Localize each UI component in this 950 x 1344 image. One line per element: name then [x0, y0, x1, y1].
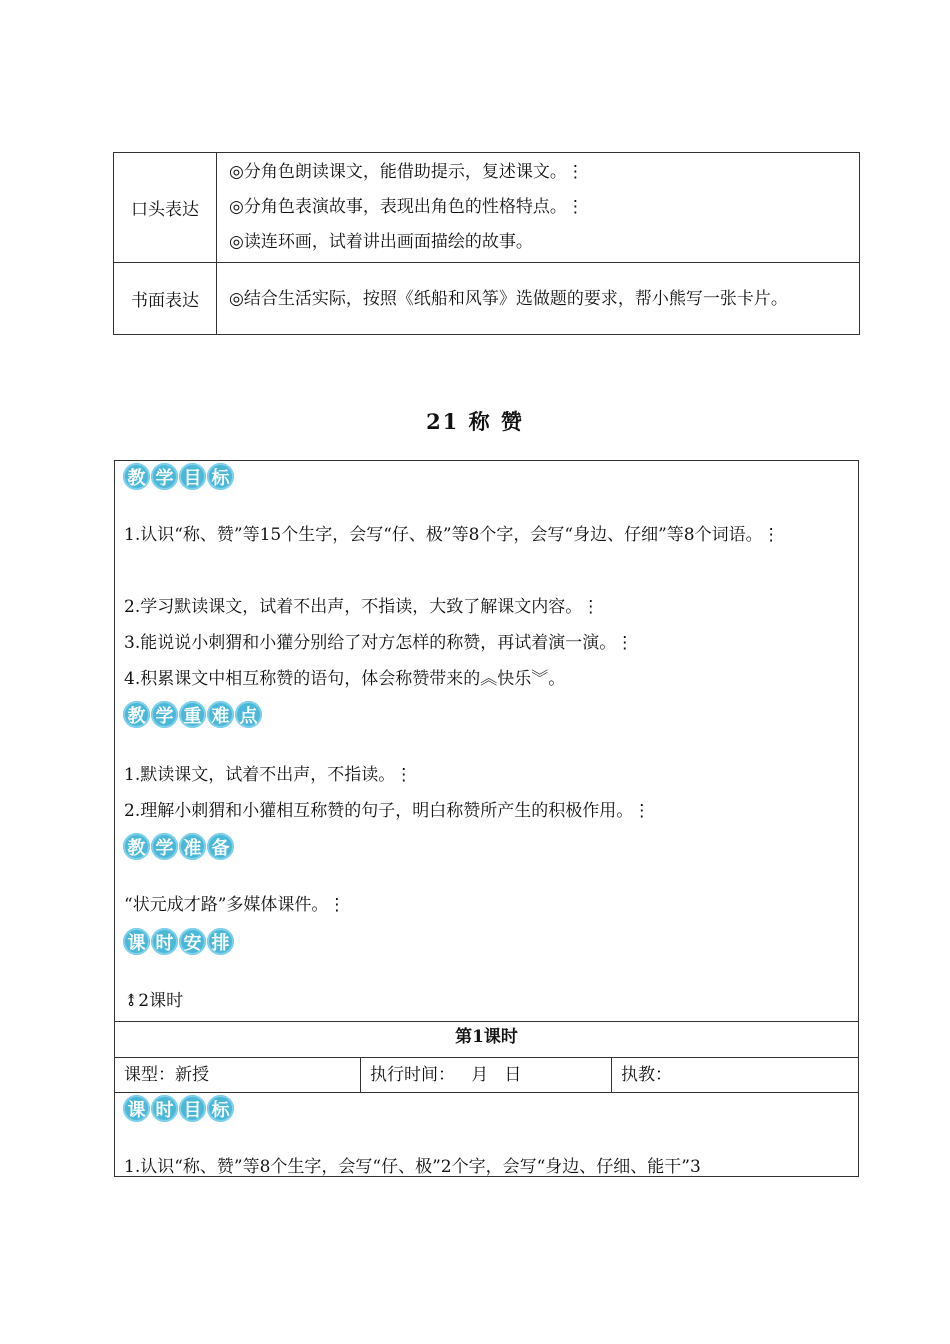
heading-char: 标	[207, 463, 234, 490]
teaching-goals-heading	[123, 463, 234, 493]
heading-char: 学	[151, 463, 178, 490]
heading-char: 备	[207, 833, 234, 860]
table-row	[114, 263, 860, 335]
prep-text: “状元成才路”多媒体课件。⋮	[124, 895, 346, 915]
goal-item-1: 1.认识“称、赞”等15个生字，会写“仔、极”等8个字，会写“身边、仔细”等8个词语。⋮	[124, 525, 780, 545]
heading-char: 点	[235, 701, 262, 728]
period-info-row	[115, 1057, 858, 1093]
teaching-prep-heading	[123, 833, 234, 863]
execution-time: 执行时间： 月 日	[360, 1058, 611, 1092]
oral-line-2: ◎分角色表演故事，表现出角色的性格特点。⋮	[229, 197, 584, 217]
key-point-1: 1.默读课文，试着不出声，不指读。⋮	[124, 765, 413, 785]
key-point-2: 2.理解小刺猬和小獾相互称赞的句子，明白称赞所产生的积极作用。⋮	[124, 801, 651, 821]
lesson-title: 21 称 赞	[426, 409, 524, 434]
heading-char: 学	[151, 833, 178, 860]
schedule-heading	[123, 928, 234, 958]
heading-char: 标	[207, 1095, 234, 1122]
heading-char: 安	[179, 928, 206, 955]
key-points-heading	[123, 701, 262, 731]
heading-char: 准	[179, 833, 206, 860]
goal-item-3: 3.能说说小刺猬和小獾分别给了对方怎样的称赞，再试着演一演。⋮	[124, 633, 634, 653]
heading-char: 时	[151, 1095, 178, 1122]
written-expression-content	[217, 263, 860, 335]
heading-char: 教	[123, 833, 150, 860]
oral-line-3: ◎读连环画，试着讲出画面描绘的故事。	[229, 232, 533, 252]
heading-char: 时	[151, 928, 178, 955]
hand-pointer-icon: ⥉	[124, 991, 139, 1011]
period-goals-heading	[123, 1095, 234, 1125]
heading-char: 排	[207, 928, 234, 955]
schedule-line	[124, 983, 850, 1019]
heading-char: 课	[123, 928, 150, 955]
heading-char: 目	[179, 463, 206, 490]
heading-char: 重	[179, 701, 206, 728]
heading-char: 教	[123, 463, 150, 490]
goal-item-2: 2.学习默读课文，试着不出声，不指读，大致了解课文内容。⋮	[124, 597, 600, 617]
lesson-plan-box	[114, 460, 859, 1177]
lesson-type: 课型：新授	[124, 1065, 209, 1085]
heading-char: 教	[123, 701, 150, 728]
teacher: 执教：	[611, 1058, 858, 1092]
heading-char: 目	[179, 1095, 206, 1122]
expression-table	[113, 152, 860, 335]
schedule-text: 2课时	[138, 991, 184, 1011]
heading-char: 学	[151, 701, 178, 728]
written-expression-label: 书面表达	[114, 263, 217, 335]
written-text: ◎结合生活实际，按照《纸船和风筝》选做题的要求，帮小熊写一张卡片。	[229, 288, 788, 309]
table-row	[114, 153, 860, 263]
oral-expression-content	[217, 153, 860, 263]
period-goal-1: 1.认识“称、赞”等8个生字，会写“仔、极”2个字，会写“身边、仔细、能干”3	[124, 1157, 701, 1177]
goal-item-4: 4.积累课文中相互称赞的语句，体会称赞带来的︽快乐︾。	[124, 669, 566, 689]
oral-expression-label: 口头表达	[114, 153, 217, 263]
period-title: 第1课时	[115, 1021, 858, 1058]
oral-line-1: ◎分角色朗读课文，能借助提示，复述课文。⋮	[229, 162, 584, 182]
heading-char: 课	[123, 1095, 150, 1122]
heading-char: 难	[207, 701, 234, 728]
